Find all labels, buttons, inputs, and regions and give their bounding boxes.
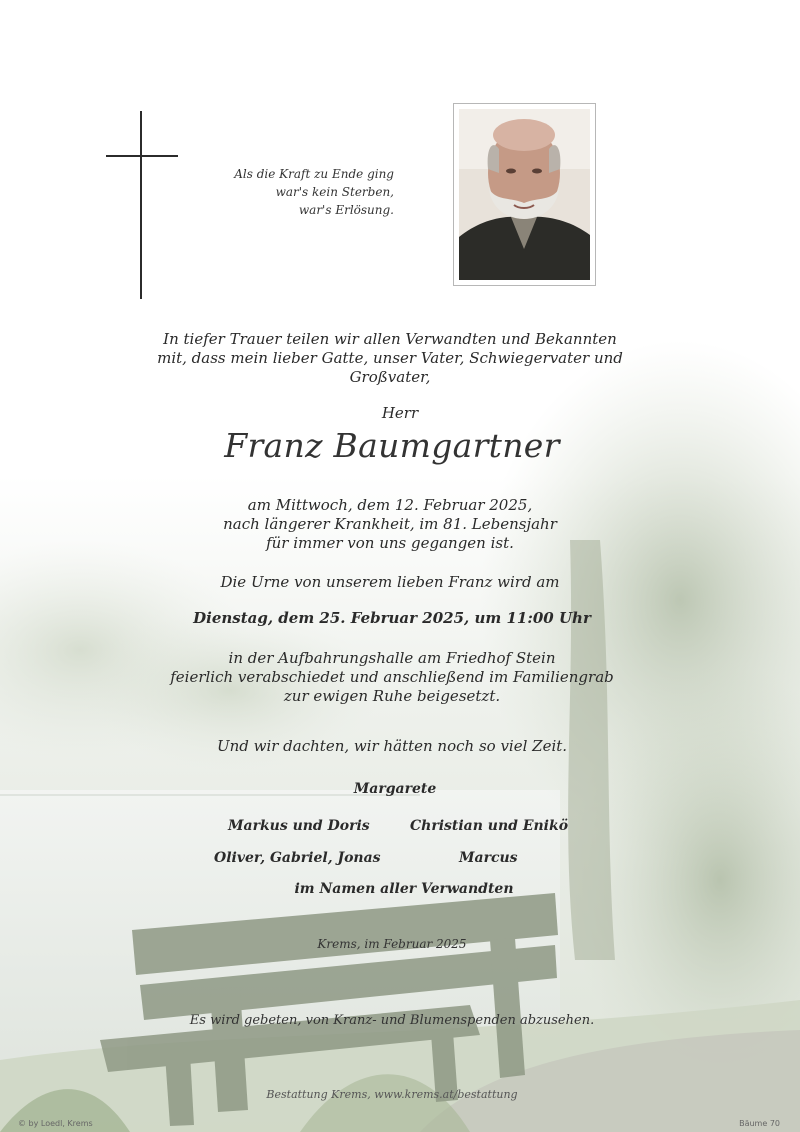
location-line: zur ewigen Ruhe beigesetzt. bbox=[283, 687, 501, 705]
death-line: nach längerer Krankheit, im 81. Lebensjahr bbox=[223, 515, 557, 533]
mourner-right-1: Christian und Enikö bbox=[410, 818, 569, 834]
death-line: für immer von uns gegangen ist. bbox=[266, 534, 514, 552]
intro-line: Großvater, bbox=[349, 368, 431, 386]
footer-left-credit: © by Loedl, Krems bbox=[18, 1119, 93, 1128]
ceremony-date-time: Dienstag, dem 25. Februar 2025, um 11:00 Uhr bbox=[193, 609, 591, 627]
mourner-left-1: Markus und Doris bbox=[228, 818, 370, 834]
epitaph-quote bbox=[200, 165, 394, 219]
mourner-all-relatives: im Namen aller Verwandten bbox=[294, 881, 514, 897]
quote-line: war's Erlösung. bbox=[298, 203, 394, 217]
portrait-image bbox=[459, 109, 590, 280]
flower-request: Es wird gebeten, von Kranz- und Blumenspenden abzusehen. bbox=[189, 1013, 595, 1028]
intro-line: mit, dass mein lieber Gatte, unser Vater, Schwiegervater und bbox=[157, 349, 623, 367]
location-line: feierlich verabschiedet und anschließend im Familiengrab bbox=[170, 668, 614, 686]
ceremony-location bbox=[0, 649, 784, 706]
mourner-left-2: Oliver, Gabriel, Jonas bbox=[214, 850, 381, 866]
salutation: Herr bbox=[381, 404, 419, 422]
death-line: am Mittwoch, dem 12. Februar 2025, bbox=[247, 496, 533, 514]
portrait-photo bbox=[453, 103, 596, 286]
death-details bbox=[0, 496, 780, 553]
place-and-date: Krems, im Februar 2025 bbox=[317, 937, 467, 951]
mourner-spouse: Margarete bbox=[353, 781, 437, 797]
cross-vertical-bar bbox=[140, 111, 142, 299]
location-line: in der Aufbahrungshalle am Friedhof Stein bbox=[228, 649, 556, 667]
quote-line: war's kein Sterben, bbox=[275, 185, 394, 199]
footer-right-code: Bäume 70 bbox=[739, 1119, 780, 1128]
closing-line: Und wir dachten, wir hätten noch so viel Zeit. bbox=[216, 737, 568, 755]
quote-line: Als die Kraft zu Ende ging bbox=[234, 167, 394, 181]
deceased-name: Franz Baumgartner bbox=[224, 426, 560, 465]
urn-announcement: Die Urne von unserem lieben Franz wird am bbox=[220, 573, 560, 591]
intro-line: In tiefer Trauer teilen wir allen Verwandten und Bekannten bbox=[163, 330, 617, 348]
announcement-intro bbox=[0, 330, 780, 387]
undertaker-info: Bestattung Krems, www.krems.at/bestattung bbox=[266, 1088, 518, 1101]
mourner-right-2: Marcus bbox=[459, 850, 518, 866]
cross-horizontal-bar bbox=[106, 155, 178, 157]
